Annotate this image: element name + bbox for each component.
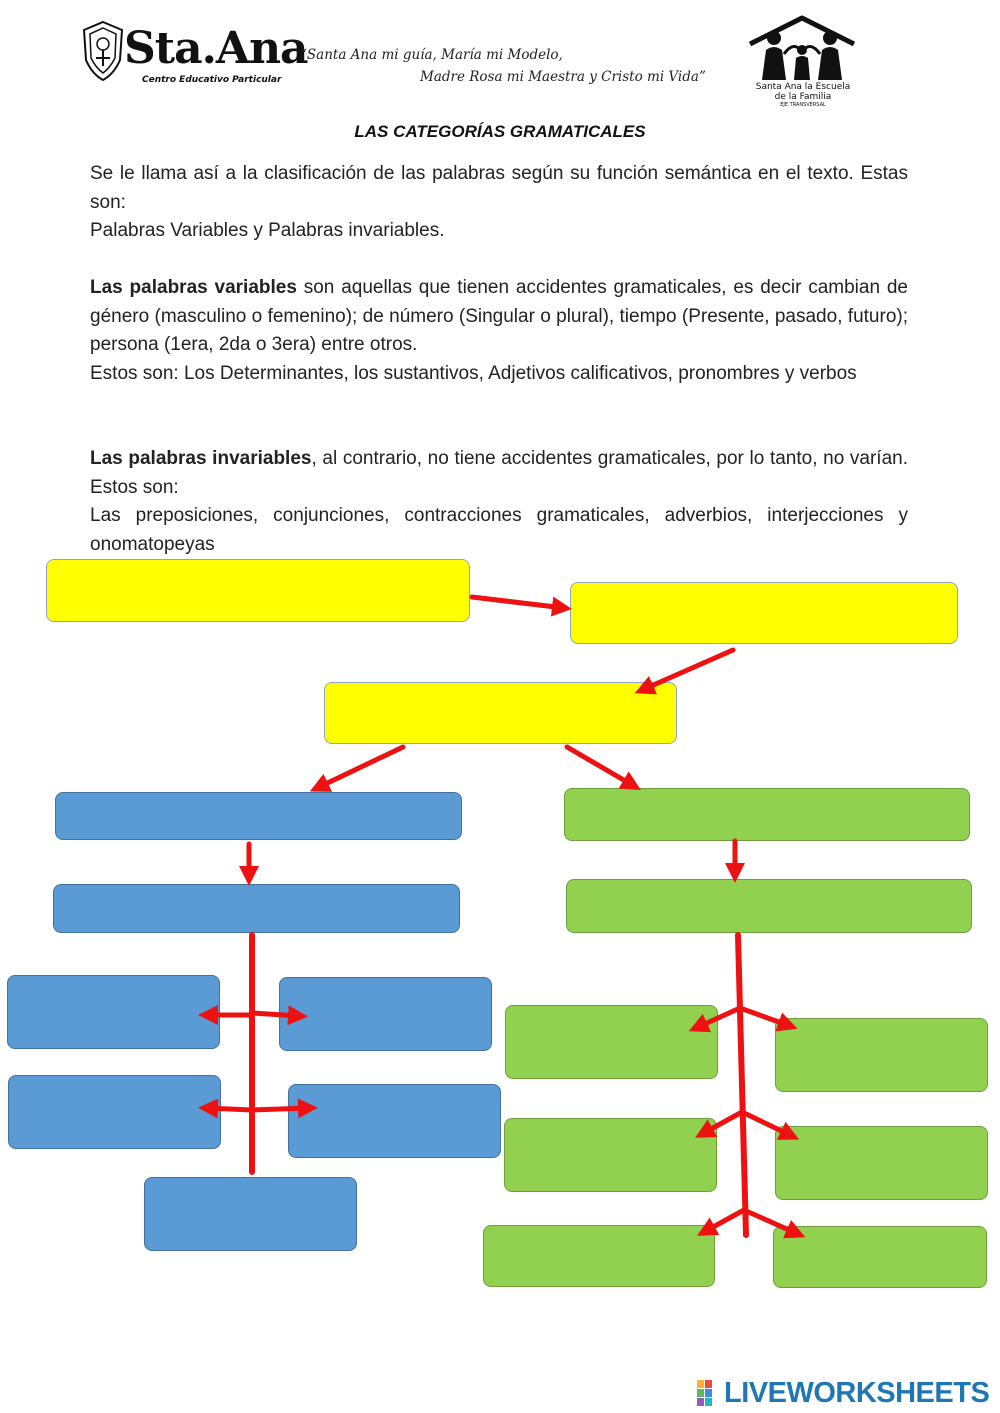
liveworksheets-icon — [697, 1380, 721, 1406]
concept-box-green-4[interactable] — [775, 1018, 988, 1092]
family-logo-line-1: Santa Ana la Escuela — [755, 82, 851, 92]
liveworksheets-logo[interactable] — [697, 1378, 997, 1408]
arrow-yellow3-to-green1 — [567, 747, 634, 786]
school-name: Sta.Ana — [124, 23, 308, 74]
concept-box-green-8[interactable] — [773, 1226, 987, 1288]
school-motto — [300, 44, 750, 88]
concept-box-yellow-3[interactable] — [324, 682, 677, 744]
arrow-yellow1-to-yellow2 — [472, 597, 564, 608]
invariables-list: Las preposiciones, conjunciones, contracciones gramaticales, adverbios, interjecciones y onomatopeyas — [90, 505, 908, 555]
arrow-yellow3-to-blue1 — [317, 747, 403, 788]
family-logo-line-2: de la Familia — [774, 92, 832, 102]
variables-paragraph — [90, 274, 908, 360]
concept-box-green-5[interactable] — [504, 1118, 717, 1192]
school-crest-icon — [80, 20, 126, 82]
motto-line-2: Madre Rosa mi Maestra y Cristo mi Vida” — [420, 69, 706, 85]
concept-box-blue-2[interactable] — [53, 884, 460, 933]
header — [0, 0, 1000, 110]
variables-list: Estos son: Los Determinantes, los sustantivos, Adjetivos calificativos, pronombres y verbos — [90, 362, 857, 384]
concept-box-yellow-1[interactable] — [46, 559, 470, 622]
invariables-section — [90, 445, 908, 559]
intro-paragraph-types: Palabras Variables y Palabras invariables. — [90, 220, 445, 241]
concept-box-green-6[interactable] — [775, 1126, 988, 1200]
concept-box-blue-3[interactable] — [7, 975, 220, 1049]
school-subtitle: Centro Educativo Particular — [142, 75, 282, 85]
family-house-icon — [744, 14, 860, 82]
concept-box-yellow-2[interactable] — [570, 582, 958, 644]
variables-heading: Las palabras variables — [90, 277, 297, 298]
family-school-logo — [742, 14, 864, 106]
concept-box-blue-6[interactable] — [288, 1084, 501, 1158]
motto-line-1: “Santa Ana mi guía, María mi Modelo, — [300, 47, 563, 63]
family-logo-text — [742, 82, 864, 108]
school-logo — [80, 20, 308, 90]
concept-box-green-7[interactable] — [483, 1225, 715, 1287]
invariables-paragraph — [90, 445, 908, 502]
family-logo-line-3: EJE TRANSVERSAL — [780, 102, 826, 108]
concept-box-blue-1[interactable] — [55, 792, 462, 840]
invariables-heading: Las palabras invariables — [90, 448, 312, 469]
variables-definition: son aquellas que tienen accidentes gramaticales, es decir cambian de género (masculino o femenino); de número (Singular o plural), tiempo (Presente, pasado, futuro); persona (1era, 2da o 3era) entre otros. — [90, 277, 908, 355]
page-title: LAS CATEGORÍAS GRAMATICALES — [354, 122, 646, 141]
concept-box-green-2[interactable] — [566, 879, 972, 933]
trunk-green — [738, 935, 746, 1235]
concept-box-blue-5[interactable] — [8, 1075, 221, 1149]
concept-box-blue-7[interactable] — [144, 1177, 357, 1251]
concept-box-blue-4[interactable] — [279, 977, 492, 1051]
intro-section — [90, 160, 908, 246]
concept-box-green-3[interactable] — [505, 1005, 718, 1079]
invariables-definition: , al contrario, no tiene accidentes gramaticales, por lo tanto, no varían. Estos son: — [90, 448, 908, 498]
variables-section — [90, 274, 908, 388]
liveworksheets-brand: LIVEWORKSHEETS — [724, 1377, 990, 1409]
intro-paragraph: Se le llama así a la clasificación de las palabras según su función semántica en el texto. Estas son: — [90, 163, 908, 213]
concept-box-green-1[interactable] — [564, 788, 970, 841]
